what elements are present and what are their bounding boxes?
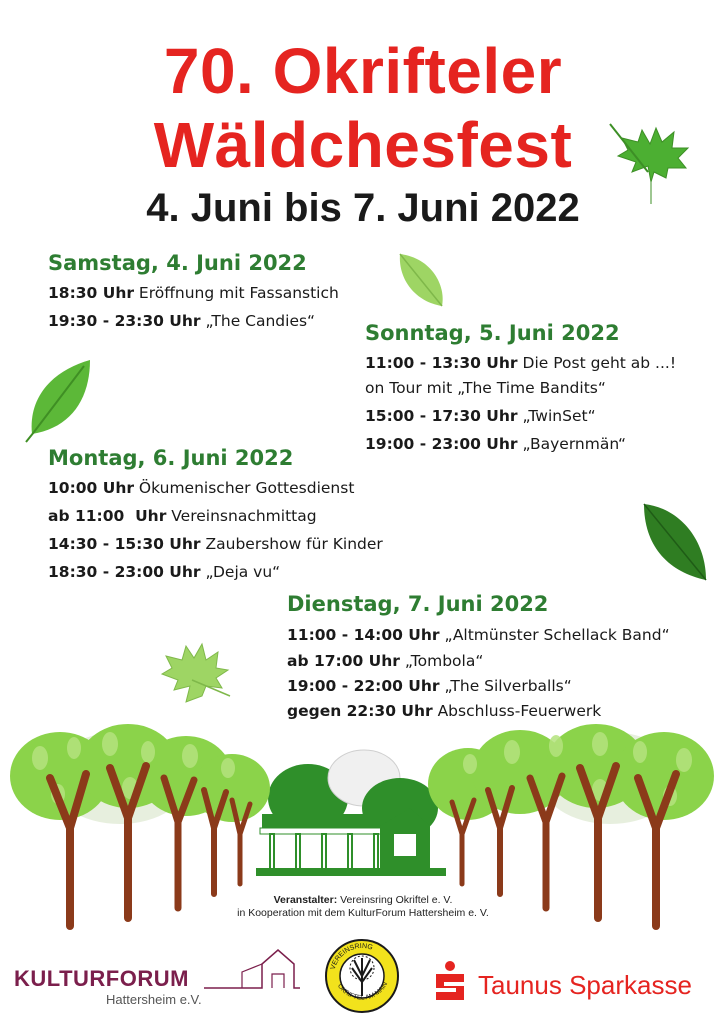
event-line: on Tour mit „The Time Bandits“ xyxy=(365,379,606,397)
event-line: 18:30 Uhr Eröffnung mit Fassanstich xyxy=(48,284,339,302)
house-outline-icon xyxy=(202,948,302,994)
svg-text:OKRIFTEL AM MAIN: OKRIFTEL AM MAIN xyxy=(336,980,390,1002)
vereinsring-seal xyxy=(324,938,400,1014)
poster-title-line1: 70. Okrifteler xyxy=(163,35,563,107)
kulturforum-logo xyxy=(14,948,304,1008)
event-line: 18:30 - 23:00 Uhr „Deja vu“ xyxy=(48,563,281,581)
sparkasse-name: Taunus Sparkasse xyxy=(478,970,692,1000)
day-heading-sunday: Sonntag, 5. Juni 2022 xyxy=(365,321,620,345)
day-heading-saturday: Samstag, 4. Juni 2022 xyxy=(48,251,307,275)
cooperation-line: in Kooperation mit dem KulturForum Hattersheim e. V. xyxy=(237,907,489,919)
maple-leaf-icon xyxy=(156,640,232,706)
leaf-icon xyxy=(640,500,710,584)
event-line: 11:00 - 13:30 Uhr Die Post geht ab ...! xyxy=(365,354,677,372)
kulturforum-subtitle: Hattersheim e.V. xyxy=(106,992,202,1007)
leaf-icon xyxy=(396,250,448,310)
kulturforum-title: KULTURFORUM xyxy=(14,966,189,991)
event-line: 10:00 Uhr Ökumenischer Gottesdienst xyxy=(48,479,355,497)
event-line: 19:00 - 23:00 Uhr „Bayernmän“ xyxy=(365,435,627,453)
day-heading-tuesday: Dienstag, 7. Juni 2022 xyxy=(287,592,549,616)
event-line: 19:30 - 23:30 Uhr „The Candies“ xyxy=(48,312,316,330)
svg-text:VEREINSRING: VEREINSRING xyxy=(329,942,374,971)
leaf-icon xyxy=(24,356,96,444)
event-line: 11:00 - 14:00 Uhr „Altmünster Schellack Band“ xyxy=(287,626,670,644)
poster-title-line2: Wäldchesfest xyxy=(153,109,573,181)
poster-dates: 4. Juni bis 7. Juni 2022 xyxy=(146,186,580,230)
pavilion-icon xyxy=(256,750,446,876)
day-heading-monday: Montag, 6. Juni 2022 xyxy=(48,446,294,470)
event-line: 15:00 - 17:30 Uhr „TwinSet“ xyxy=(365,407,596,425)
event-line: ab 11:00 Uhr Vereinsnachmittag xyxy=(48,507,317,525)
event-line: 19:00 - 22:00 Uhr „The Silverballs“ xyxy=(287,677,572,695)
sparkasse-logo-icon xyxy=(432,960,468,1002)
maple-leaf-icon xyxy=(608,122,694,208)
event-line: gegen 22:30 Uhr Abschluss-Feuerwerk xyxy=(287,702,602,720)
organizer-line: Veranstalter: Vereinsring Okriftel e. V. xyxy=(273,894,453,906)
event-line: ab 17:00 Uhr „Tombola“ xyxy=(287,652,484,670)
event-line: 14:30 - 15:30 Uhr Zaubershow für Kinder xyxy=(48,535,383,553)
